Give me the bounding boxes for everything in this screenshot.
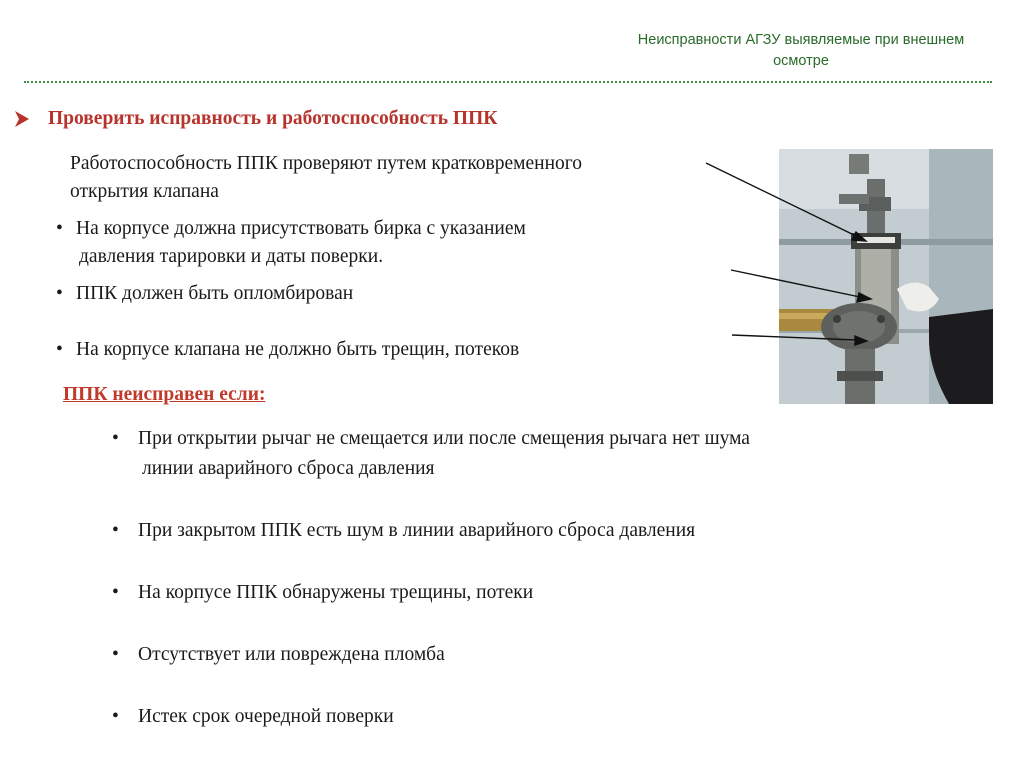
faults-heading: ППК неисправен если: <box>63 384 266 405</box>
safety-valve-photo <box>779 149 993 404</box>
fault-item-text: При закрытом ППК есть шум в линии аварийного сброса давления <box>138 520 696 541</box>
list-item-text <box>76 215 526 271</box>
intro-line1: Работоспособность ППК проверяют путем кратковременного <box>70 153 583 174</box>
fault-item-text: Отсутствует или повреждена пломба <box>138 644 445 665</box>
valve-illustration <box>779 149 993 404</box>
header-divider <box>24 81 992 83</box>
header-title-line1: Неисправности АГЗУ выявляемые при внешнем <box>637 32 965 48</box>
fault-item <box>112 640 972 670</box>
bullet-dot: • <box>112 428 119 449</box>
intro-line2: открытия клапана <box>70 181 219 202</box>
list-item-line1: На корпусе должна присутствовать бирка с указанием <box>76 218 526 239</box>
header-title-line2: осмотре <box>773 53 829 69</box>
list-item-text: ППК должен быть опломбирован <box>76 283 354 304</box>
header-title <box>596 30 1006 72</box>
section-heading <box>14 108 497 130</box>
bullet-dot: • <box>112 644 119 665</box>
bullet-dot: • <box>56 218 63 239</box>
bullet-dot: • <box>112 520 119 541</box>
fault-item <box>112 424 972 484</box>
list-item-line2: давления тарировки и даты поверки. <box>79 246 384 267</box>
fault-item-text <box>138 424 750 484</box>
fault-item-line2: линии аварийного сброса давления <box>142 458 435 479</box>
arrowhead-bullet-icon <box>14 110 30 128</box>
fault-item <box>112 578 972 608</box>
fault-item <box>112 702 972 732</box>
list-item <box>56 336 696 364</box>
bullet-dot: • <box>112 706 119 727</box>
intro-paragraph <box>70 150 770 206</box>
bullet-dot: • <box>56 339 63 360</box>
fault-item <box>112 516 972 546</box>
fault-item-text: Истек срок очередной поверки <box>138 706 394 727</box>
list-item <box>56 280 696 308</box>
fault-item-line1: При открытии рычаг не смещается или после смещения рычага нет шума <box>138 428 750 449</box>
bullet-dot: • <box>56 283 63 304</box>
list-item-text: На корпусе клапана не должно быть трещин, потеков <box>76 339 520 360</box>
fault-item-text: На корпусе ППК обнаружены трещины, потеки <box>138 582 534 603</box>
bullet-dot: • <box>112 582 119 603</box>
section-heading-text: Проверить исправность и работоспособность ППК <box>48 108 498 129</box>
list-item <box>56 215 696 271</box>
